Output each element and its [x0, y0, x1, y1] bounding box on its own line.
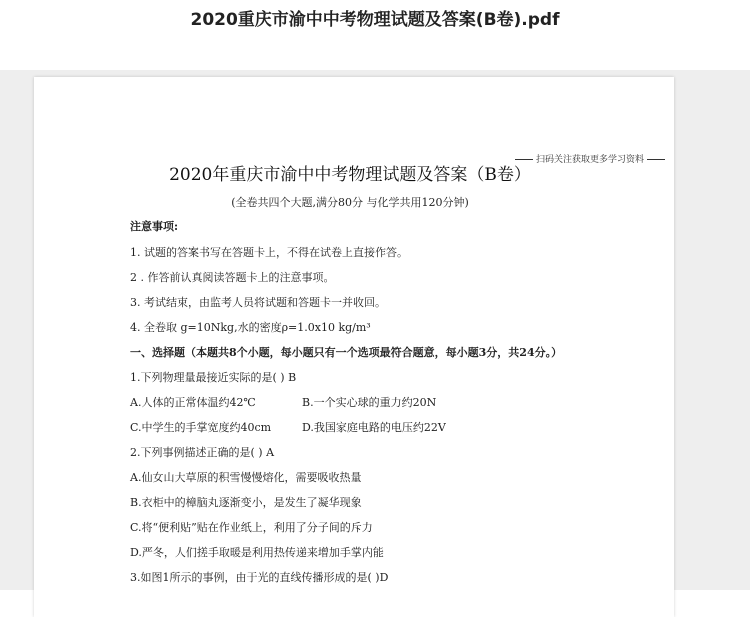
note-item: 4. 全卷取 g=10Nkg,水的密度ρ=1.0x10 kg/m³: [130, 321, 371, 334]
question-stem: 2.下列事例描述正确的是( ) A: [130, 446, 275, 459]
file-title: 2020重庆市渝中中考物理试题及答案(B卷).pdf: [190, 10, 560, 30]
option-c: C.将“便利贴”贴在作业纸上，利用了分子间的斥力: [130, 521, 373, 534]
option-c: C.中学生的手掌宽度约40cm: [130, 421, 272, 434]
option-a: A.人体的正常体温约42℃: [130, 396, 256, 409]
watermark-label: 扫码关注获取更多学习资料: [536, 155, 645, 165]
question-stem: 1.下列物理量最接近实际的是( ) B: [130, 371, 297, 384]
option-b: B.一个实心球的重力约20N: [302, 396, 437, 409]
option-d: D.我国家庭电路的电压约22V: [302, 421, 446, 434]
section-heading: 一、选择题（本题共8个小题，每小题只有一个选项最符合题意，每小题3分，共24分。）: [130, 346, 563, 359]
paper-subtitle: (全卷共四个大题,满分80分 与化学共用120分钟): [231, 196, 469, 209]
option-b: B.衣柜中的樟脑丸逐渐变小，是发生了凝华现象: [130, 496, 362, 509]
option-a: A.仙女山大草原的积雪慢慢熔化，需要吸收热量: [130, 471, 362, 484]
note-item: 3. 考试结束，由监考人员将试题和答题卡一并收回。: [130, 296, 386, 309]
note-item: 2 . 作答前认真阅读答题卡上的注意事项。: [130, 271, 335, 284]
notes-heading: 注意事项:: [130, 220, 179, 233]
viewer-header: [0, 0, 750, 70]
option-d: D.严冬，人们搓手取暖是利用热传递来增加手掌内能: [130, 546, 384, 559]
question-stem: 3.如图1所示的事例，由于光的直线传播形成的是( )D: [130, 571, 389, 584]
paper-title: 2020年重庆市渝中中考物理试题及答案（B卷）: [169, 165, 531, 185]
note-item: 1. 试题的答案书写在答题卡上，不得在试卷上直接作答。: [130, 246, 408, 259]
